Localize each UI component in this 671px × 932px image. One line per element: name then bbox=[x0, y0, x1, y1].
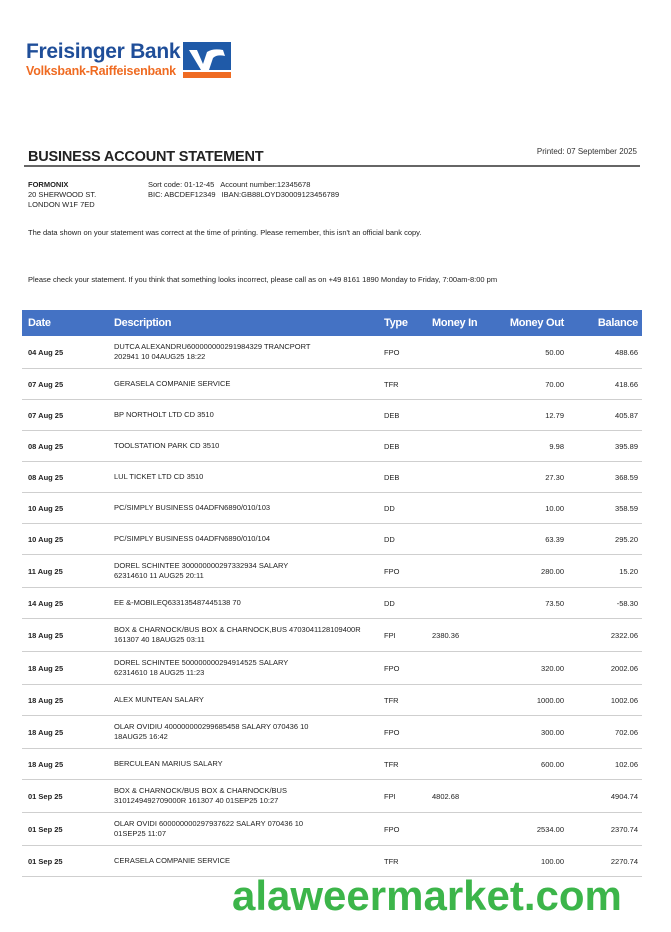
row-description bbox=[110, 336, 380, 369]
row-description bbox=[110, 780, 380, 813]
description-line-1: LUL TICKET LTD CD 3510 bbox=[114, 472, 204, 481]
description-line-1: DOREL SCHINTEE 500000000294914525 SALARY bbox=[114, 658, 289, 667]
description-line-1: OLAR OVIDIU 400000000299685458 SALARY 070436 10 bbox=[114, 722, 309, 731]
description-line-1: GERASELA COMPANIE SERVICE bbox=[114, 379, 231, 388]
row-description bbox=[110, 652, 380, 685]
table-row bbox=[22, 652, 642, 685]
row-money-in: 4802.68 bbox=[428, 780, 498, 813]
row-money-out: 73.50 bbox=[498, 588, 568, 619]
row-date: 01 Sep 25 bbox=[22, 813, 110, 846]
watermark: alaweermarket.com bbox=[232, 872, 622, 919]
description-line-2: 161307 40 18AUG25 03:11 bbox=[114, 635, 205, 644]
row-date: 18 Aug 25 bbox=[22, 749, 110, 780]
column-type: Type bbox=[380, 310, 428, 336]
row-description bbox=[110, 588, 380, 619]
row-type: TFR bbox=[380, 685, 428, 716]
description-line-1: EE &-MOBILEQ633135487445138 70 bbox=[114, 598, 241, 607]
bank-subtitle: Volksbank-Raiffeisenbank bbox=[26, 64, 176, 78]
row-money-in bbox=[428, 716, 498, 749]
row-type: TFR bbox=[380, 846, 428, 877]
row-money-out: 1000.00 bbox=[498, 685, 568, 716]
table-row bbox=[22, 619, 642, 652]
row-money-out bbox=[498, 780, 568, 813]
row-type: TFR bbox=[380, 749, 428, 780]
row-date: 07 Aug 25 bbox=[22, 400, 110, 431]
column-money-in: Money In bbox=[428, 310, 498, 336]
row-money-in bbox=[428, 462, 498, 493]
table-row bbox=[22, 431, 642, 462]
row-money-out: 280.00 bbox=[498, 555, 568, 588]
row-description bbox=[110, 493, 380, 524]
iban: IBAN:GB88LOYD30009123456789 bbox=[221, 190, 340, 199]
table-row bbox=[22, 555, 642, 588]
row-description bbox=[110, 619, 380, 652]
row-money-in bbox=[428, 749, 498, 780]
row-date: 08 Aug 25 bbox=[22, 462, 110, 493]
row-money-in bbox=[428, 588, 498, 619]
row-description bbox=[110, 524, 380, 555]
row-balance: 295.20 bbox=[568, 524, 642, 555]
row-description bbox=[110, 555, 380, 588]
row-money-in bbox=[428, 524, 498, 555]
description-line-2: 01SEP25 11:07 bbox=[114, 829, 166, 838]
row-balance: 395.89 bbox=[568, 431, 642, 462]
row-type: FPO bbox=[380, 555, 428, 588]
customer-address bbox=[28, 180, 96, 210]
table-row bbox=[22, 685, 642, 716]
description-line-1: BOX & CHARNOCK/BUS BOX & CHARNOCK,BUS 4703041128109400R bbox=[114, 625, 361, 634]
column-balance: Balance bbox=[568, 310, 642, 336]
row-balance: 102.06 bbox=[568, 749, 642, 780]
row-money-in bbox=[428, 400, 498, 431]
row-balance: 2322.06 bbox=[568, 619, 642, 652]
row-description bbox=[110, 749, 380, 780]
row-date: 18 Aug 25 bbox=[22, 619, 110, 652]
row-date: 01 Sep 25 bbox=[22, 846, 110, 877]
row-description bbox=[110, 431, 380, 462]
row-type: DD bbox=[380, 493, 428, 524]
row-balance: 488.66 bbox=[568, 336, 642, 369]
table-row bbox=[22, 400, 642, 431]
table-row bbox=[22, 369, 642, 400]
row-money-out: 63.39 bbox=[498, 524, 568, 555]
table-row bbox=[22, 462, 642, 493]
row-date: 07 Aug 25 bbox=[22, 369, 110, 400]
row-money-out: 300.00 bbox=[498, 716, 568, 749]
address-line-1: 20 SHERWOOD ST. bbox=[28, 190, 97, 199]
row-type: FPO bbox=[380, 652, 428, 685]
row-date: 18 Aug 25 bbox=[22, 652, 110, 685]
row-type: DD bbox=[380, 524, 428, 555]
row-balance: 2270.74 bbox=[568, 846, 642, 877]
description-line-1: BERCULEAN MARIUS SALARY bbox=[114, 759, 223, 768]
row-money-out: 50.00 bbox=[498, 336, 568, 369]
account-number: Account number:12345678 bbox=[220, 180, 311, 189]
bic: BIC: ABCDEF12349 bbox=[148, 190, 216, 199]
description-line-1: ALEX MUNTEAN SALARY bbox=[114, 695, 204, 704]
row-money-in bbox=[428, 369, 498, 400]
row-balance: -58.30 bbox=[568, 588, 642, 619]
contact-note: Please check your statement. If you think that something looks incorrect, please call as on +49 8161 1890 Monday to Friday, 7:00am-8:00 pm bbox=[28, 275, 498, 284]
row-balance: 702.06 bbox=[568, 716, 642, 749]
row-balance: 15.20 bbox=[568, 555, 642, 588]
row-balance: 418.66 bbox=[568, 369, 642, 400]
description-line-1: TOOLSTATION PARK CD 3510 bbox=[114, 441, 220, 450]
row-money-in bbox=[428, 336, 498, 369]
row-date: 08 Aug 25 bbox=[22, 431, 110, 462]
row-balance: 2370.74 bbox=[568, 813, 642, 846]
row-date: 14 Aug 25 bbox=[22, 588, 110, 619]
row-description bbox=[110, 716, 380, 749]
row-balance: 4904.74 bbox=[568, 780, 642, 813]
bank-name: Freisinger Bank bbox=[26, 40, 181, 63]
description-line-2: 3101249492709000R 161307 40 01SEP25 10:27 bbox=[114, 796, 279, 805]
row-date: 04 Aug 25 bbox=[22, 336, 110, 369]
row-description bbox=[110, 369, 380, 400]
column-description: Description bbox=[110, 310, 380, 336]
row-description bbox=[110, 400, 380, 431]
description-line-2: 62314610 11 AUG25 20:11 bbox=[114, 571, 204, 580]
row-money-in bbox=[428, 431, 498, 462]
description-line-2: 62314610 18 AUG25 11:23 bbox=[114, 668, 205, 677]
description-line-1: DUTCA ALEXANDRU600000000291984329 TRANCPORT bbox=[114, 342, 311, 351]
table-row bbox=[22, 813, 642, 846]
row-description bbox=[110, 685, 380, 716]
row-money-out: 27.30 bbox=[498, 462, 568, 493]
row-type: FPI bbox=[380, 619, 428, 652]
row-money-in bbox=[428, 652, 498, 685]
row-money-in: 2380.36 bbox=[428, 619, 498, 652]
row-type: DEB bbox=[380, 462, 428, 493]
row-type: FPI bbox=[380, 780, 428, 813]
row-date: 11 Aug 25 bbox=[22, 555, 110, 588]
table-row bbox=[22, 749, 642, 780]
row-money-in bbox=[428, 493, 498, 524]
row-money-out: 100.00 bbox=[498, 846, 568, 877]
row-type: TFR bbox=[380, 369, 428, 400]
table-row bbox=[22, 336, 642, 369]
table-header bbox=[22, 310, 642, 336]
customer-name: FORMONIX bbox=[28, 180, 69, 189]
table-row bbox=[22, 524, 642, 555]
description-line-1: DOREL SCHINTEE 300000000297332934 SALARY bbox=[114, 561, 289, 570]
row-money-in bbox=[428, 813, 498, 846]
accuracy-note: The data shown on your statement was correct at the time of printing. Please remember, this isn't an official bank copy. bbox=[28, 228, 422, 237]
row-date: 18 Aug 25 bbox=[22, 716, 110, 749]
row-balance: 368.59 bbox=[568, 462, 642, 493]
row-type: DEB bbox=[380, 431, 428, 462]
printed-date: Printed: 07 September 2025 bbox=[536, 147, 637, 156]
bank-logo bbox=[26, 40, 236, 82]
row-description bbox=[110, 462, 380, 493]
description-line-2: 202941 10 04AUG25 18:22 bbox=[114, 352, 206, 361]
row-type: FPO bbox=[380, 336, 428, 369]
row-balance: 405.87 bbox=[568, 400, 642, 431]
row-type: DEB bbox=[380, 400, 428, 431]
volksbank-logo-icon bbox=[183, 42, 231, 78]
sort-code: Sort code: 01-12-45 bbox=[148, 180, 215, 189]
description-line-1: OLAR OVIDI 600000000297937622 SALARY 070436 10 bbox=[114, 819, 304, 828]
description-line-1: BP NORTHOLT LTD CD 3510 bbox=[114, 410, 214, 419]
column-date: Date bbox=[22, 310, 110, 336]
description-line-1: PC/SIMPLY BUSINESS 04ADFN6890/010/103 bbox=[114, 503, 271, 512]
row-money-in bbox=[428, 685, 498, 716]
row-type: FPO bbox=[380, 716, 428, 749]
transactions-table bbox=[22, 310, 642, 877]
row-money-out: 70.00 bbox=[498, 369, 568, 400]
row-type: FPO bbox=[380, 813, 428, 846]
description-line-1: PC/SIMPLY BUSINESS 04ADFN6890/010/104 bbox=[114, 534, 271, 543]
row-date: 18 Aug 25 bbox=[22, 685, 110, 716]
row-money-in bbox=[428, 555, 498, 588]
row-description bbox=[110, 813, 380, 846]
row-money-out: 10.00 bbox=[498, 493, 568, 524]
table-body bbox=[22, 336, 642, 877]
table-row bbox=[22, 493, 642, 524]
row-date: 10 Aug 25 bbox=[22, 493, 110, 524]
description-line-2: 18AUG25 16:42 bbox=[114, 732, 168, 741]
table-row bbox=[22, 588, 642, 619]
row-money-out: 600.00 bbox=[498, 749, 568, 780]
row-money-out: 2534.00 bbox=[498, 813, 568, 846]
description-line-1: BOX & CHARNOCK/BUS BOX & CHARNOCK/BUS bbox=[114, 786, 287, 795]
table-row bbox=[22, 716, 642, 749]
row-money-out: 9.98 bbox=[498, 431, 568, 462]
page-title: BUSINESS ACCOUNT STATEMENT bbox=[28, 149, 264, 165]
row-date: 01 Sep 25 bbox=[22, 780, 110, 813]
row-balance: 358.59 bbox=[568, 493, 642, 524]
row-type: DD bbox=[380, 588, 428, 619]
title-divider bbox=[24, 165, 640, 167]
row-balance: 2002.06 bbox=[568, 652, 642, 685]
column-money-out: Money Out bbox=[498, 310, 568, 336]
row-money-out bbox=[498, 619, 568, 652]
account-details bbox=[148, 180, 339, 200]
address-line-2: LONDON W1F 7ED bbox=[28, 200, 95, 209]
row-money-out: 320.00 bbox=[498, 652, 568, 685]
table-row bbox=[22, 780, 642, 813]
row-date: 10 Aug 25 bbox=[22, 524, 110, 555]
description-line-1: CERASELA COMPANIE SERVICE bbox=[114, 856, 231, 865]
row-balance: 1002.06 bbox=[568, 685, 642, 716]
row-money-out: 12.79 bbox=[498, 400, 568, 431]
